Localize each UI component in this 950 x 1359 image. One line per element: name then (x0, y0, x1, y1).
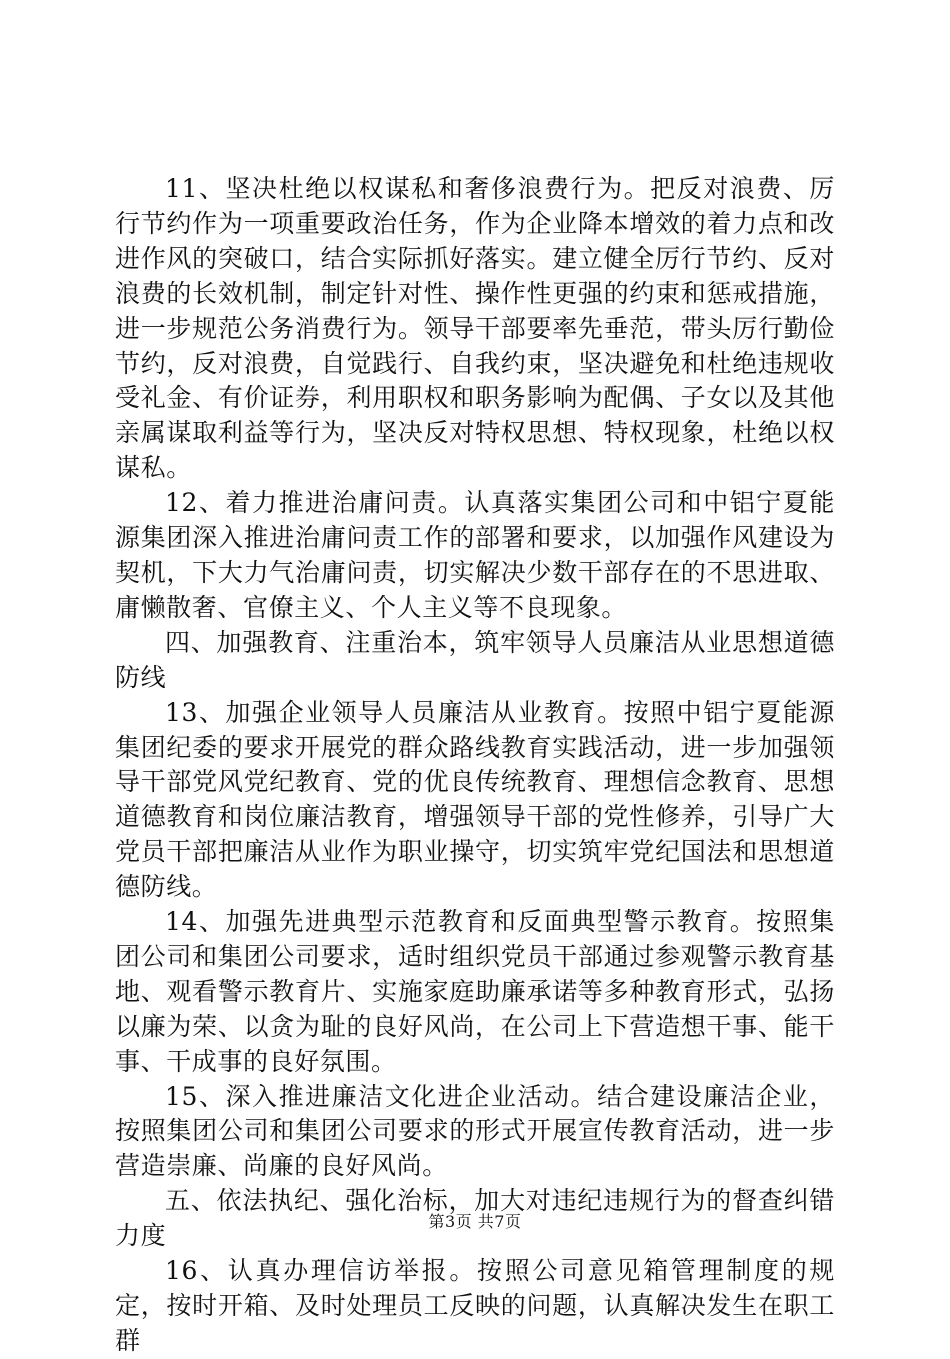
paragraph-item-15: 15、深入推进廉洁文化进企业活动。结合建设廉洁企业，按照集团公司和集团公司要求的形式开展宣传教育活动，进一步营造崇廉、尚廉的良好风尚。 (115, 1081, 835, 1181)
paragraph-item-11: 11、坚决杜绝以权谋私和奢侈浪费行为。把反对浪费、厉行节约作为一项重要政治任务，作为企业降本增效的着力点和改进作风的突破口，结合实际抓好落实。建立健全厉行节约、反对浪费的长效机制，制定针对性、操作性更强的约束和惩戒措施，进一步规范公务消费行为。领导干部要率先垂范，带头厉行勤俭节约，反对浪费，自觉践行、自我约束，坚决避免和杜绝违规收受礼金、有价证券，利用职权和职务影响为配偶、子女以及其他亲属谋取利益等行为，坚决反对特权思想、特权现象，杜绝以权谋私。 (115, 174, 835, 483)
paragraph-item-12: 12、着力推进治庸问责。认真落实集团公司和中铝宁夏能源集团深入推进治庸问责工作的部署和要求，以加强作风建设为契机，下大力气治庸问责，切实解决少数干部存在的不思进取、庸懒散奢、官僚主义、个人主义等不良现象。 (115, 488, 835, 622)
paragraph-item-16: 16、认真办理信访举报。按照公司意见箱管理制度的规定，按时开箱、及时处理员工反映的问题，认真解决发生在职工群 (115, 1256, 835, 1355)
paragraph-item-13: 13、加强企业领导人员廉洁从业教育。按照中铝宁夏能源集团纪委的要求开展党的群众路线教育实践活动，进一步加强领导干部党风党纪教育、党的优良传统教育、理想信念教育、思想道德教育和岗位廉洁教育，增强领导干部的党性修养，引导广大党员干部把廉洁从业作为职业操守，切实筑牢党纪国法和思想道德防线。 (115, 697, 835, 902)
section-heading-5: 五、依法执纪、强化治标，加大对违纪违规行为的督查纠错力度 (115, 1186, 835, 1251)
document-body (115, 172, 835, 1359)
page-number-footer: 第3页 共7页 (428, 1212, 522, 1231)
section-heading-4: 四、加强教育、注重治本，筑牢领导人员廉洁从业思想道德防线 (115, 627, 835, 692)
paragraph-item-14: 14、加强先进典型示范教育和反面典型警示教育。按照集团公司和集团公司要求，适时组织党员干部通过参观警示教育基地、观看警示教育片、实施家庭助廉承诺等多种教育形式，弘扬以廉为荣、以贪为耻的良好风尚，在公司上下营造想干事、能干事、干成事的良好氛围。 (115, 907, 835, 1076)
